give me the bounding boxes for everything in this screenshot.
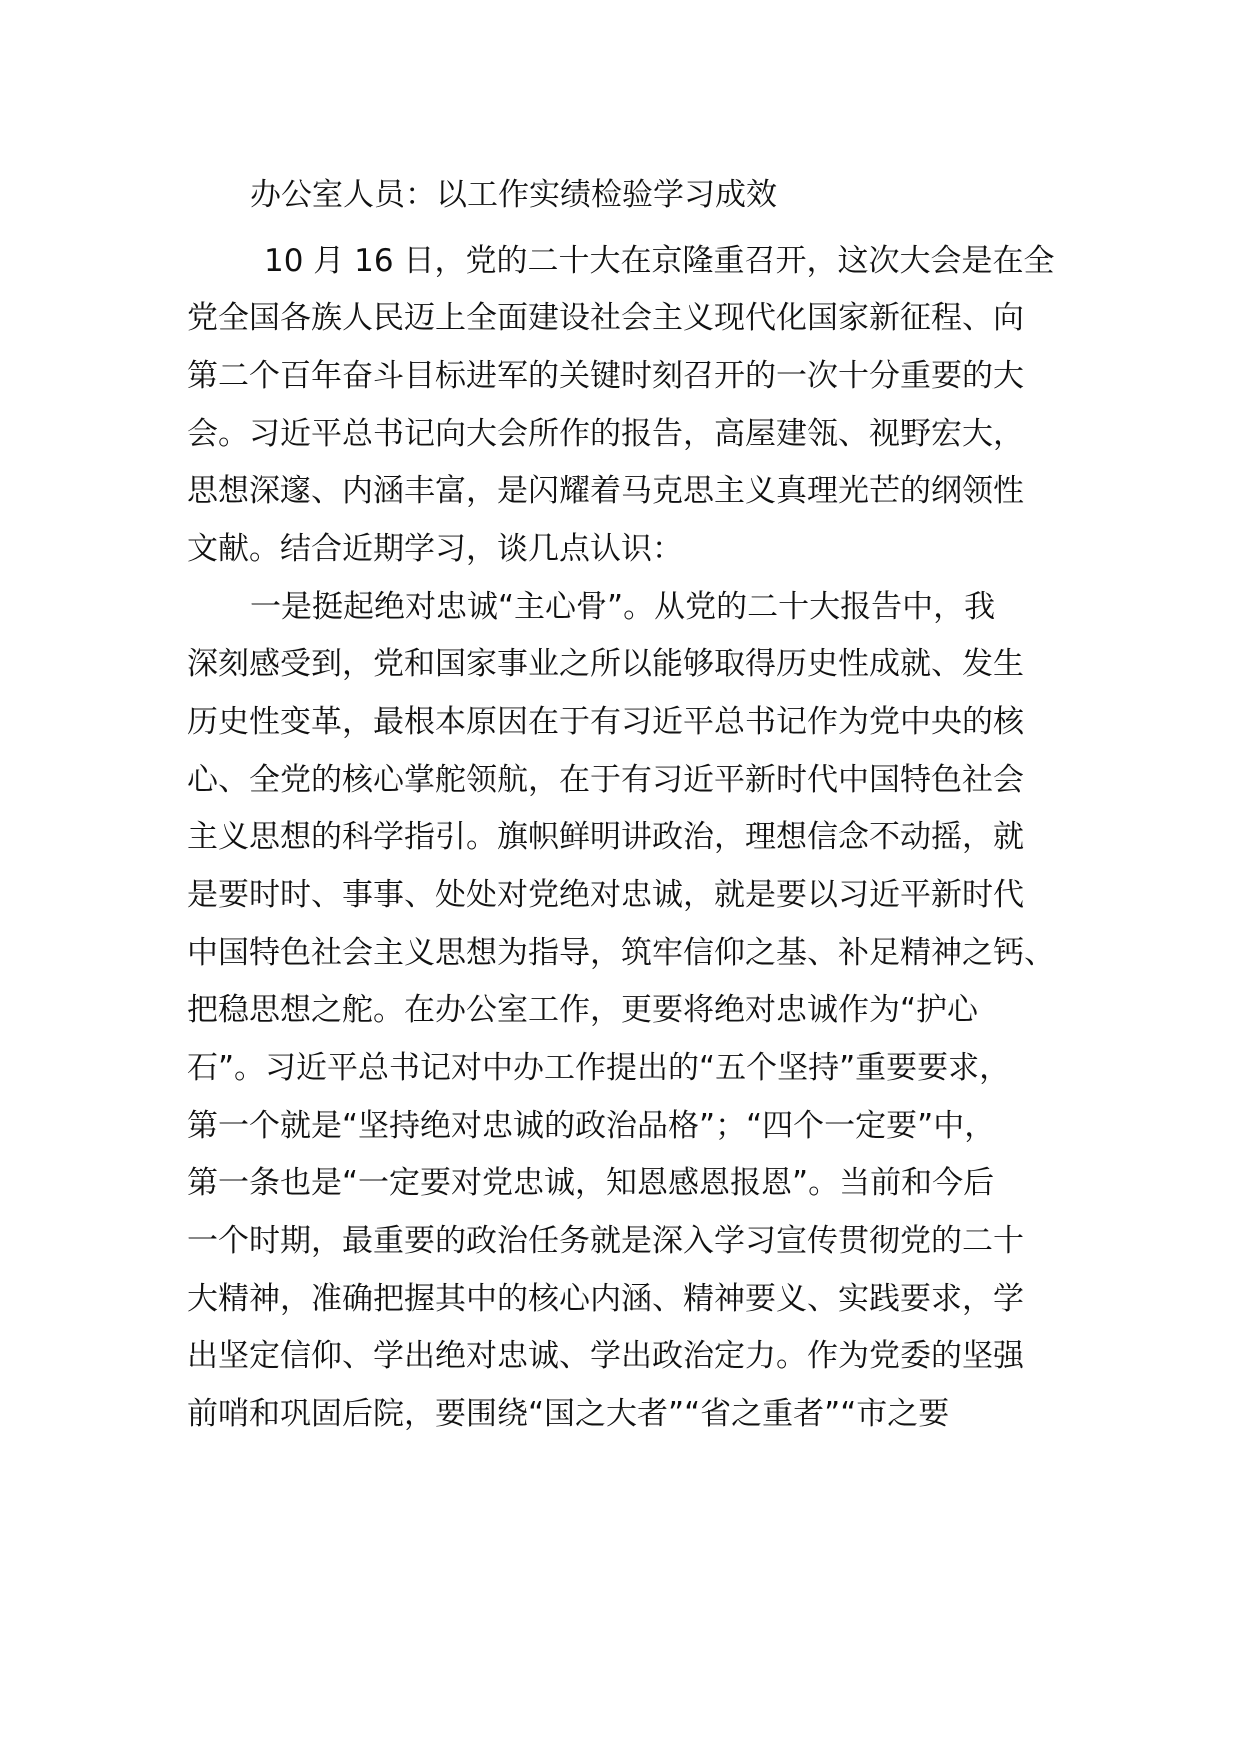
paragraph-line: 出坚定信仰、学出绝对忠诚、学出政治定力。作为党委的坚强 — [187, 1338, 1024, 1374]
paragraph-line: 石”。习近平总书记对中办工作提出的“五个坚持”重要要求， — [187, 1050, 1011, 1086]
paragraph-line: 思想深邃、内涵丰富，是闪耀着马克思主义真理光芒的纲领性 — [187, 473, 1024, 509]
paragraph-line: 是要时时、事事、处处对党绝对忠诚，就是要以习近平新时代 — [187, 877, 1024, 913]
paragraph-line: 文献。结合近期学习，谈几点认识： — [187, 531, 683, 567]
paragraph-line: 第一个就是“坚持绝对忠诚的政治品格”；“四个一定要”中， — [187, 1108, 996, 1144]
paragraph-line: 一个时期，最重要的政治任务就是深入学习宣传贯彻党的二十 — [187, 1223, 1024, 1259]
paragraph-line: 10 月 16 日，党的二十大在京隆重召开，这次大会是在全 — [264, 243, 1055, 279]
paragraph-line: 大精神，准确把握其中的核心内涵、精神要义、实践要求，学 — [187, 1281, 1024, 1317]
paragraph-line: 心、全党的核心掌舵领航，在于有习近平新时代中国特色社会 — [187, 762, 1024, 798]
paragraph-line: 历史性变革，最根本原因在于有习近平总书记作为党中央的核 — [187, 704, 1024, 740]
paragraph-line: 前哨和巩固后院，要围绕“国之大者”“省之重者”“市之要 — [187, 1396, 950, 1432]
document-title: 办公室人员：以工作实绩检验学习成效 — [250, 177, 777, 213]
paragraph-line: 中国特色社会主义思想为指导，筑牢信仰之基、补足精神之钙、 — [187, 935, 1055, 971]
paragraph-line: 深刻感受到，党和国家事业之所以能够取得历史性成就、发生 — [187, 646, 1024, 682]
paragraph-line: 第二个百年奋斗目标进军的关键时刻召开的一次十分重要的大 — [187, 358, 1024, 394]
paragraph-line: 党全国各族人民迈上全面建设社会主义现代化国家新征程、向 — [187, 300, 1024, 336]
paragraph-line: 一是挺起绝对忠诚“主心骨”。从党的二十大报告中，我 — [250, 589, 996, 625]
paragraph-line: 主义思想的科学指引。旗帜鲜明讲政治，理想信念不动摇，就 — [187, 819, 1024, 855]
paragraph-line: 会。习近平总书记向大会所作的报告，高屋建瓴、视野宏大， — [187, 416, 1024, 452]
paragraph-line: 第一条也是“一定要对党忠诚，知恩感恩报恩”。当前和今后 — [187, 1165, 995, 1201]
paragraph-line: 把稳思想之舵。在办公室工作，更要将绝对忠诚作为“护心 — [187, 992, 979, 1028]
